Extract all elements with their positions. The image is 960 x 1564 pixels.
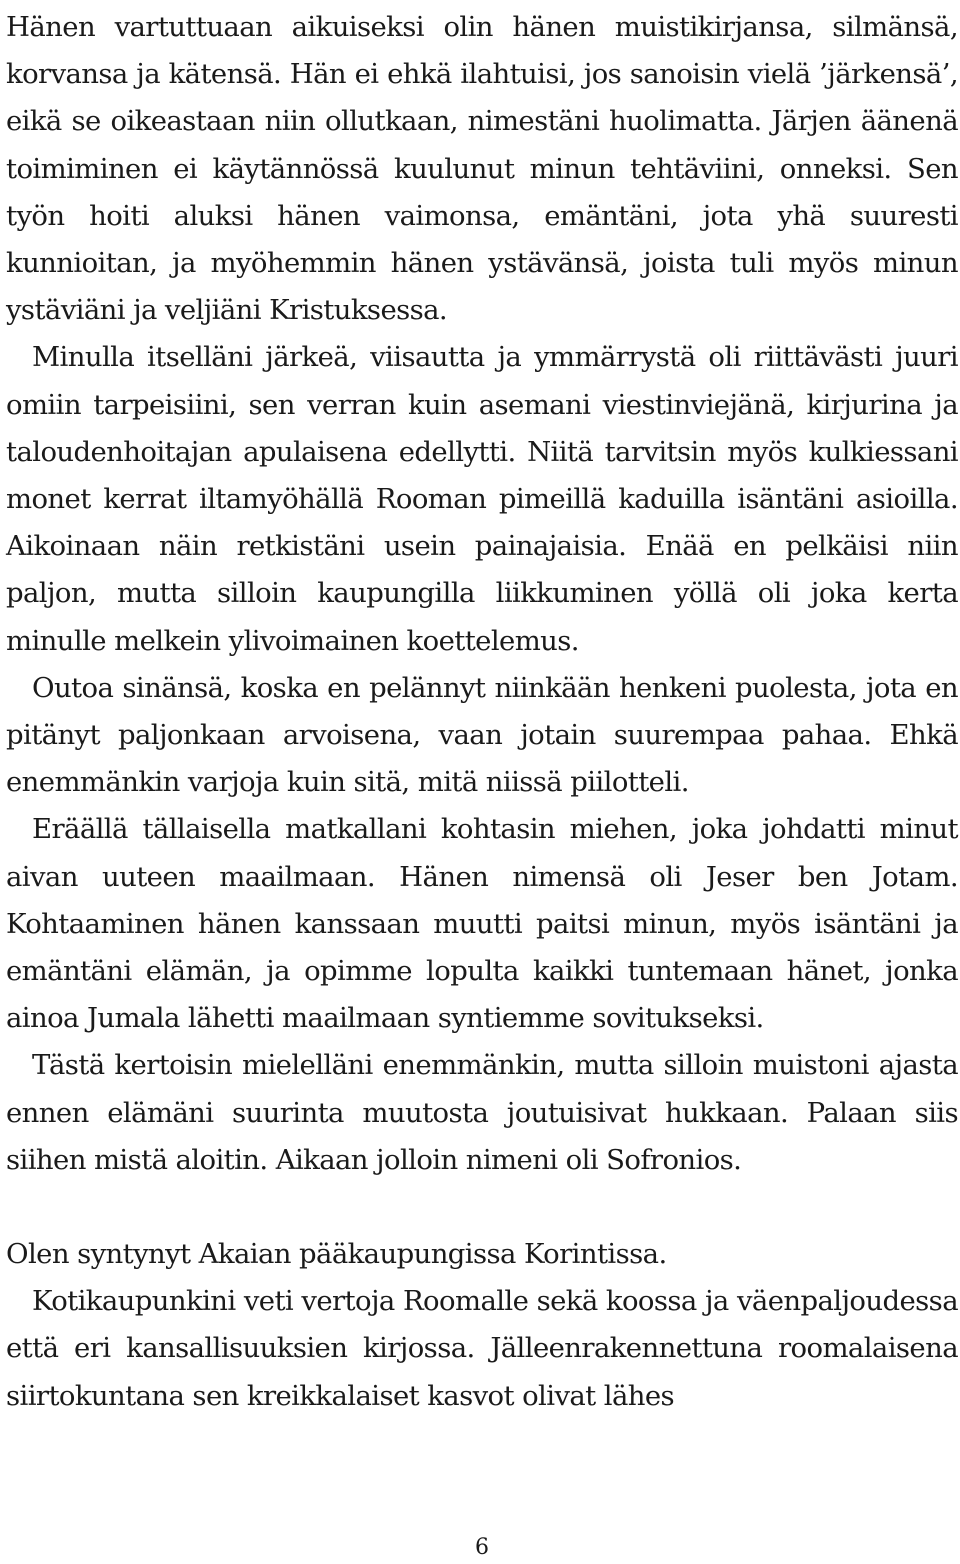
- paragraph-4: Eräällä tällaisella matkallani kohtasin miehen, joka johdatti minut aivan uuteen maailmaan. Hänen nimensä oli Jeser ben Jotam. Kohtaaminen hänen kanssaan muutti paitsi minun, myös isäntäni ja emäntäni elämän, ja opimme lopulta kaikki tuntemaan hänet, jonka ainoa Jumala lähetti maailmaan syntiemme sovitukseksi.: [6, 813, 958, 1035]
- paragraph-5: Tästä kertoisin mielelläni enemmänkin, mutta silloin muistoni ajasta ennen elämäni suurinta muutosta joutuisivat hukkaan. Palaan siis siihen mistä aloitin. Aikaan jolloin nimeni oli Sofronios.: [6, 1049, 958, 1176]
- book-page: [6, 0, 958, 1564]
- section-break: [6, 1184, 958, 1231]
- paragraph-1: Hänen vartuttuaan aikuiseksi olin hänen muistikirjansa, silmänsä, korvansa ja kätensä. Hän ei ehkä ilahtuisi, jos sanoisin vielä ’järkensä’, eikä se oikeastaan niin ollutkaan, nimestäni huolimatta. Järjen äänenä toimiminen ei käytännössä kuulunut minun tehtäviini, onneksi. Sen työn hoiti aluksi hänen vaimonsa, emäntäni, jota yhä suuresti kunnioitan, ja myöhemmin hänen ystävänsä, joista tuli myös minun ystäviäni ja veljiäni Kristuksessa.: [6, 11, 958, 327]
- paragraph-2: Minulla itselläni järkeä, viisautta ja ymmärrystä oli riittävästi juuri omiin tarpeisiini, sen verran kuin asemani viestinviejänä, kirjurina ja taloudenhoitajan apulaisena edellytti. Niitä tarvitsin myös kulkiessani monet kerrat iltamyöhällä Rooman pimeillä kaduilla isäntäni asioilla. Aikoinaan näin retkistäni usein painajaisia. Enää en pelkäisi niin paljon, mutta silloin kaupungilla liikkuminen yöllä oli joka kerta minulle melkein ylivoimainen koettelemus.: [6, 341, 958, 657]
- paragraph-3: Outoa sinänsä, koska en pelännyt niinkään henkeni puolesta, jota en pitänyt paljonkaan arvoisena, vaan jotain suurempaa pahaa. Ehkä enemmänkin varjoja kuin sitä, mitä niissä piilotteli.: [6, 671, 958, 799]
- paragraph-7: Kotikaupunkini veti vertoja Roomalle sekä koossa ja väenpaljoudessa että eri kansallisuuksien kirjossa. Jälleenrakennettuna roomalaisena siirtokuntana sen kreikkalaiset kasvot olivat lähes: [6, 1285, 958, 1412]
- body-text: [6, 4, 958, 1420]
- page-number: 6: [475, 1535, 489, 1560]
- paragraph-6: Olen syntynyt Akaian pääkaupungissa Korintissa.: [6, 1238, 667, 1271]
